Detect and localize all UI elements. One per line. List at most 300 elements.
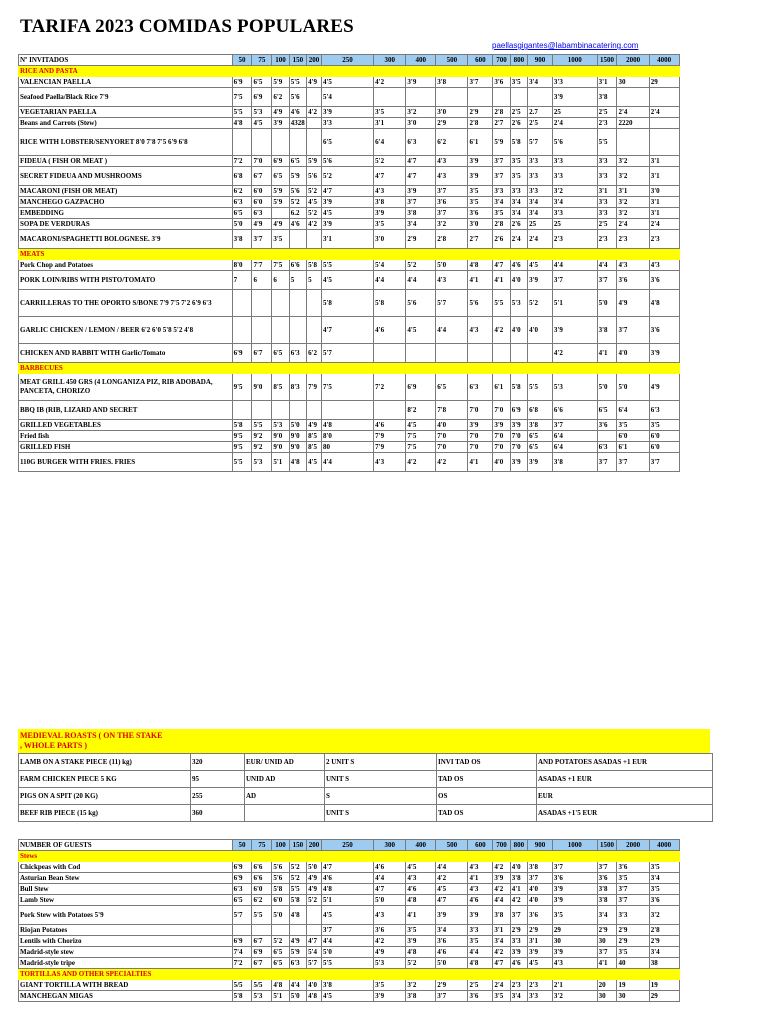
price-cell: 3'9	[406, 186, 436, 197]
price-cell: 4'4	[597, 260, 617, 271]
price-cell: 4'0	[528, 317, 553, 344]
price-cell: 4'0	[493, 453, 510, 472]
price-cell: 4'7	[436, 895, 468, 906]
header-guests-1500: 1500	[597, 840, 617, 851]
price-cell: 5'0	[321, 947, 373, 958]
price-cell: 2'9	[406, 230, 436, 249]
price-cell: 4'1	[493, 271, 510, 290]
header-guests-150: 150	[289, 55, 306, 66]
section-row	[19, 66, 712, 77]
price-cell: 6'7	[252, 958, 272, 969]
price-cell: 5'3	[252, 453, 272, 472]
price-cell: 6'1	[617, 442, 649, 453]
price-cell: 4'0	[436, 420, 468, 431]
price-cell: 3'3	[597, 167, 617, 186]
price-cell: 5'3	[552, 374, 597, 401]
table-row	[19, 884, 712, 895]
price-cell: 3'7	[436, 208, 468, 219]
header-guests-75: 75	[252, 840, 272, 851]
price-cell: 5'2	[307, 208, 322, 219]
price-cell: 6'5	[436, 374, 468, 401]
price-cell: 3'8	[406, 208, 436, 219]
dish-name: CHICKEN AND RABBIT WITH Garlic/Tomato	[19, 344, 233, 363]
price-cell: 6	[252, 271, 272, 290]
dish-name: RICE WITH LOBSTER/SENYORET 8'0 7'8 7'5 6'9 6'8	[19, 129, 233, 156]
price-cell: 5'3	[374, 958, 406, 969]
price-cell: 30	[617, 991, 649, 1002]
price-cell	[374, 401, 406, 420]
price-cell: 6'3	[468, 374, 493, 401]
price-cell: 5'5	[528, 374, 553, 401]
price-cell: 4'5	[307, 197, 322, 208]
price-cell: 3'0	[406, 118, 436, 129]
price-cell: 5'0	[436, 260, 468, 271]
price-cell: 4'9	[272, 219, 289, 230]
price-cell: 7'0	[510, 431, 527, 442]
price-cell: 3'7	[468, 77, 493, 88]
price-cell: 4'7	[321, 862, 373, 873]
price-cell: 29	[552, 925, 597, 936]
table-row	[19, 374, 712, 401]
price-cell: 2'5	[597, 219, 617, 230]
price-cell: 3'5	[493, 991, 510, 1002]
table-row	[19, 290, 712, 317]
table-row	[19, 219, 712, 230]
price-cell: 2220	[617, 118, 649, 129]
price-cell: 3'1	[493, 925, 510, 936]
price-cell: 3'3	[468, 925, 493, 936]
price-cell: 5/5	[252, 980, 272, 991]
price-cell: 3'5	[272, 230, 289, 249]
price-cell: 2'4	[493, 980, 510, 991]
price-cell: 4'4	[374, 271, 406, 290]
price-cell: 2'5	[528, 118, 553, 129]
table-row	[19, 344, 712, 363]
dish-name: BBQ IB (RIB, LIZARD AND SECRET	[19, 401, 233, 420]
price-cell: 2'9	[597, 925, 617, 936]
price-cell: 4'1	[597, 344, 617, 363]
price-cell: 5'5	[232, 453, 252, 472]
price-cell: 7'0	[510, 442, 527, 453]
header-guests-200: 200	[307, 55, 322, 66]
price-cell: 4'8	[406, 895, 436, 906]
price-cell: 4'3	[374, 186, 406, 197]
price-cell: 3'2	[552, 186, 597, 197]
price-cell: 9'0	[289, 442, 306, 453]
price-cell: 3'9	[321, 107, 373, 118]
table-row	[19, 317, 712, 344]
price-cell	[307, 230, 322, 249]
price-cell: 3'2	[406, 980, 436, 991]
price-cell: 3'9	[436, 906, 468, 925]
price-cell: 2'4	[528, 230, 553, 249]
price-cell: 6'0	[649, 431, 679, 442]
table-row	[19, 167, 712, 186]
roast-unit: UNID AD	[245, 771, 325, 788]
price-cell: 5'8	[510, 129, 527, 156]
price-cell: 3'9	[468, 167, 493, 186]
price-cell	[272, 208, 289, 219]
price-cell: 3'8	[510, 873, 527, 884]
price-cell: 3'5	[406, 925, 436, 936]
price-cell: 4'8	[289, 906, 306, 925]
price-cell: 3'5	[617, 420, 649, 431]
price-cell: 4'7	[493, 260, 510, 271]
roast-name: BEEF RIB PIECE (15 kg)	[19, 805, 191, 822]
header-guests-800: 800	[510, 55, 527, 66]
table-row	[19, 906, 712, 925]
price-cell: 7'9	[374, 442, 406, 453]
price-cell: 4'0	[510, 862, 527, 873]
price-cell: 5'3	[252, 991, 272, 1002]
price-cell: 6'6	[252, 873, 272, 884]
price-cell	[321, 401, 373, 420]
price-cell: 9'5	[232, 442, 252, 453]
price-cell: 2'5	[510, 107, 527, 118]
price-cell: 3'5	[510, 156, 527, 167]
price-cell	[272, 925, 289, 936]
price-cell	[289, 290, 306, 317]
price-cell: 6'6	[552, 401, 597, 420]
price-cell: 3'9	[272, 118, 289, 129]
price-cell	[252, 925, 272, 936]
price-cell: 6'5	[528, 442, 553, 453]
price-cell: 4'1	[510, 884, 527, 895]
price-cell: 3'9	[374, 208, 406, 219]
price-cell: 4'8	[406, 947, 436, 958]
price-cell	[232, 129, 252, 156]
price-cell: 3'0	[649, 186, 679, 197]
price-cell: 3'7	[552, 862, 597, 873]
price-cell	[289, 230, 306, 249]
price-cell: 3'7	[493, 167, 510, 186]
price-cell: 4'3	[617, 260, 649, 271]
price-cell	[289, 925, 306, 936]
header-guests-50: 50	[232, 840, 252, 851]
price-cell: 4'1	[468, 271, 493, 290]
price-cell: 6'9	[232, 873, 252, 884]
price-cell: 4'4	[436, 862, 468, 873]
price-cell: 6'4	[617, 401, 649, 420]
price-cell: 40	[617, 958, 649, 969]
price-cell: 5'5	[597, 129, 617, 156]
table-row	[19, 118, 712, 129]
roast-guests: OS	[437, 788, 537, 805]
price-cell: 3'2	[617, 167, 649, 186]
price-cell: 6'1	[468, 129, 493, 156]
price-cell: 4'2	[510, 895, 527, 906]
roast-units: S	[325, 788, 437, 805]
roast-row	[19, 754, 713, 771]
price-cell: 4'9	[252, 219, 272, 230]
price-cell: 3'6	[617, 271, 649, 290]
price-cell: 4'7	[374, 167, 406, 186]
price-cell: 4'3	[552, 958, 597, 969]
price-cell: 2'1	[552, 980, 597, 991]
header-guests-300: 300	[374, 840, 406, 851]
price-cell: 3'7	[597, 271, 617, 290]
price-cell: 4'2	[493, 862, 510, 873]
price-cell: 6'4	[552, 442, 597, 453]
price-cell: 2.7	[528, 107, 553, 118]
price-cell: 3'1	[374, 118, 406, 129]
price-cell: 6'9	[232, 344, 252, 363]
price-cell: 7'9	[374, 431, 406, 442]
price-cell: 3'7	[406, 197, 436, 208]
price-cell: 4'8	[307, 991, 322, 1002]
price-cell	[528, 88, 553, 107]
price-cell: 6'6	[252, 862, 272, 873]
header-guests-150: 150	[289, 840, 306, 851]
price-cell	[232, 290, 252, 317]
dish-name: Madrid-style tripe	[19, 958, 233, 969]
price-cell: 4'6	[374, 420, 406, 431]
price-cell: 3'6	[649, 895, 679, 906]
price-cell: 7'5	[232, 88, 252, 107]
price-cell	[436, 344, 468, 363]
price-cell: 6'5	[272, 958, 289, 969]
price-cell: 5/5	[232, 980, 252, 991]
price-cell: 6	[272, 271, 289, 290]
price-cell: 8'3	[289, 374, 306, 401]
price-cell: 3'4	[649, 947, 679, 958]
price-cell: 4'6	[289, 107, 306, 118]
price-cell: 3'3	[493, 186, 510, 197]
price-cell: 5'8	[321, 290, 373, 317]
header-label: Nº INVITADOS	[19, 55, 233, 66]
price-cell: 3'7	[321, 925, 373, 936]
price-cell: 3'0	[468, 219, 493, 230]
price-cell: 4'5	[406, 862, 436, 873]
price-cell: 3'5	[493, 208, 510, 219]
price-cell: 4'4	[289, 980, 306, 991]
price-cell: 7'0	[493, 401, 510, 420]
price-cell: 3'0	[436, 107, 468, 118]
price-cell: 2'9	[649, 936, 679, 947]
price-cell: 3'9	[528, 947, 553, 958]
price-cell: 2'8	[436, 230, 468, 249]
dish-name: Bull Stew	[19, 884, 233, 895]
price-cell: 7'0	[436, 431, 468, 442]
price-cell: 4'3	[406, 873, 436, 884]
price-cell: 3'6	[552, 873, 597, 884]
price-cell: 3'2	[617, 208, 649, 219]
table-row	[19, 991, 712, 1002]
price-cell	[406, 344, 436, 363]
price-cell: 5'5	[289, 884, 306, 895]
price-cell: 9'5	[232, 431, 252, 442]
table-row	[19, 453, 712, 472]
price-cell: 3'5	[468, 186, 493, 197]
price-cell: 2'3	[597, 118, 617, 129]
price-cell: 5'5	[289, 77, 306, 88]
dish-name: Lamb Stew	[19, 895, 233, 906]
price-cell	[617, 129, 649, 156]
price-cell: 5'7	[436, 290, 468, 317]
price-cell: 7'0	[468, 401, 493, 420]
section-title: TORTILLAS AND OTHER SPECIALTIES	[19, 969, 680, 980]
price-cell	[307, 401, 322, 420]
price-cell: 6'7	[252, 167, 272, 186]
price-cell: 4'8	[321, 420, 373, 431]
price-cell: 6'9	[232, 77, 252, 88]
price-cell: 4'1	[597, 958, 617, 969]
dish-name: VALENCIAN PAELLA	[19, 77, 233, 88]
price-cell: 6'9	[252, 947, 272, 958]
table-row	[19, 129, 712, 156]
price-cell: 3'9	[649, 344, 679, 363]
price-cell: 3'7	[552, 271, 597, 290]
price-cell: 4'5	[436, 884, 468, 895]
price-cell: 5'7	[232, 906, 252, 925]
price-cell: 4'8	[321, 884, 373, 895]
price-table-bottom	[18, 839, 712, 1002]
price-cell: 5'0	[272, 906, 289, 925]
dish-name: MACARONI/SPAGHETTI BOLOGNESE. 3'9	[19, 230, 233, 249]
price-cell: 3'9	[374, 991, 406, 1002]
header-guests-100: 100	[272, 55, 289, 66]
roast-name: PIGS ON A SPIT (20 KG)	[19, 788, 191, 805]
price-cell: 9'0	[289, 431, 306, 442]
price-cell: 3'3	[552, 167, 597, 186]
price-cell: 4'7	[406, 167, 436, 186]
price-cell: 3'3	[510, 186, 527, 197]
price-cell: 3'7	[617, 895, 649, 906]
header-guests-1000: 1000	[552, 840, 597, 851]
header-guests-1500: 1500	[597, 55, 617, 66]
price-cell: 6'2	[307, 344, 322, 363]
price-cell: 6'2	[272, 88, 289, 107]
dish-name: SOPA DE VERDURAS	[19, 219, 233, 230]
price-cell: 4'3	[468, 317, 493, 344]
price-cell: 5'6	[289, 88, 306, 107]
price-cell: 4'2	[374, 77, 406, 88]
price-cell: 2'8	[493, 107, 510, 118]
price-cell: 5'9	[272, 197, 289, 208]
price-cell: 5'9	[272, 77, 289, 88]
header-guests-600: 600	[468, 840, 493, 851]
price-cell: 7'2	[374, 374, 406, 401]
price-cell: 2'3	[552, 230, 597, 249]
price-cell: 3'6	[468, 991, 493, 1002]
table-row	[19, 895, 712, 906]
dish-name: FIDEUA ( FISH OR MEAT )	[19, 156, 233, 167]
table-row	[19, 186, 712, 197]
price-cell: 3'7	[617, 884, 649, 895]
price-cell: 6'9	[252, 88, 272, 107]
header-guests-800: 800	[510, 840, 527, 851]
price-cell: 6'5	[272, 167, 289, 186]
price-cell	[617, 88, 649, 107]
price-cell	[649, 118, 679, 129]
dish-name: Riojan Potatoes	[19, 925, 233, 936]
price-cell: 3'5	[468, 936, 493, 947]
price-cell: 4'1	[468, 453, 493, 472]
price-cell: 3'6	[597, 873, 617, 884]
price-cell: 4'8	[272, 980, 289, 991]
price-cell: 3'5	[510, 167, 527, 186]
price-cell: 8'5	[272, 374, 289, 401]
header-guests-200: 200	[307, 840, 322, 851]
price-cell: 6'1	[493, 374, 510, 401]
price-cell: 3'7	[597, 947, 617, 958]
price-cell: 3'9	[510, 420, 527, 431]
price-cell: 2'6	[510, 118, 527, 129]
price-cell: 3'4	[528, 208, 553, 219]
price-cell	[232, 317, 252, 344]
price-cell: 3'3	[617, 906, 649, 925]
price-cell: 2'9	[510, 925, 527, 936]
dish-name: MANCHEGAN MIGAS	[19, 991, 233, 1002]
price-cell	[307, 317, 322, 344]
price-cell: 5'4	[321, 88, 373, 107]
price-cell: 7'0	[252, 156, 272, 167]
header-guests-250: 250	[321, 55, 373, 66]
price-cell: 3'8	[232, 230, 252, 249]
price-cell: 5'2	[307, 186, 322, 197]
price-cell: 38	[649, 958, 679, 969]
price-cell: 6'5	[272, 344, 289, 363]
price-cell: 6'3	[289, 958, 306, 969]
price-cell: 6'0	[272, 895, 289, 906]
price-cell: 7'8	[436, 401, 468, 420]
price-cell: 3'1	[649, 167, 679, 186]
price-cell: 25	[552, 219, 597, 230]
price-cell: 7'0	[436, 442, 468, 453]
price-cell: 5'0	[597, 374, 617, 401]
price-cell: 3'9	[510, 947, 527, 958]
price-cell: 3'6	[649, 317, 679, 344]
price-cell: 8'0	[321, 431, 373, 442]
price-cell: 7'5	[272, 260, 289, 271]
price-cell: 9'0	[272, 442, 289, 453]
roast-extra: ASADAS +1'5 EUR	[537, 805, 713, 822]
price-cell: 5'6	[552, 129, 597, 156]
price-cell: 3'1	[321, 230, 373, 249]
price-cell: 7'2	[232, 156, 252, 167]
price-cell: 2'7	[468, 230, 493, 249]
price-cell: 3'7	[528, 873, 553, 884]
price-cell: 6'5	[272, 947, 289, 958]
price-cell: 3'3	[528, 156, 553, 167]
price-cell: 5'0	[597, 290, 617, 317]
price-cell: 4'9	[272, 107, 289, 118]
price-cell: 7'5	[406, 442, 436, 453]
contact-email-link[interactable]: paellasgigantes@labambinacatering.com	[492, 41, 639, 50]
header-guests-700: 700	[493, 840, 510, 851]
dish-name: Asturian Bean Stew	[19, 873, 233, 884]
price-cell: 3'5	[510, 77, 527, 88]
price-cell: 6'0	[649, 442, 679, 453]
table-row	[19, 401, 712, 420]
price-cell: 5'1	[272, 453, 289, 472]
price-cell: 4'7	[374, 884, 406, 895]
price-cell: 3'6	[436, 197, 468, 208]
table-row	[19, 947, 712, 958]
price-cell: 5'5	[252, 906, 272, 925]
price-cell	[289, 129, 306, 156]
price-cell: 5'0	[232, 219, 252, 230]
price-cell: 3'9	[552, 947, 597, 958]
price-cell: 4'5	[252, 118, 272, 129]
price-cell: 4'6	[289, 219, 306, 230]
price-cell: 5'9	[289, 167, 306, 186]
price-cell: 3'9	[528, 271, 553, 290]
header-label: NUMBER OF GUESTS	[19, 840, 233, 851]
price-cell: 4'6	[510, 260, 527, 271]
roast-guests: TAD OS	[437, 771, 537, 788]
roast-price: 95	[191, 771, 245, 788]
